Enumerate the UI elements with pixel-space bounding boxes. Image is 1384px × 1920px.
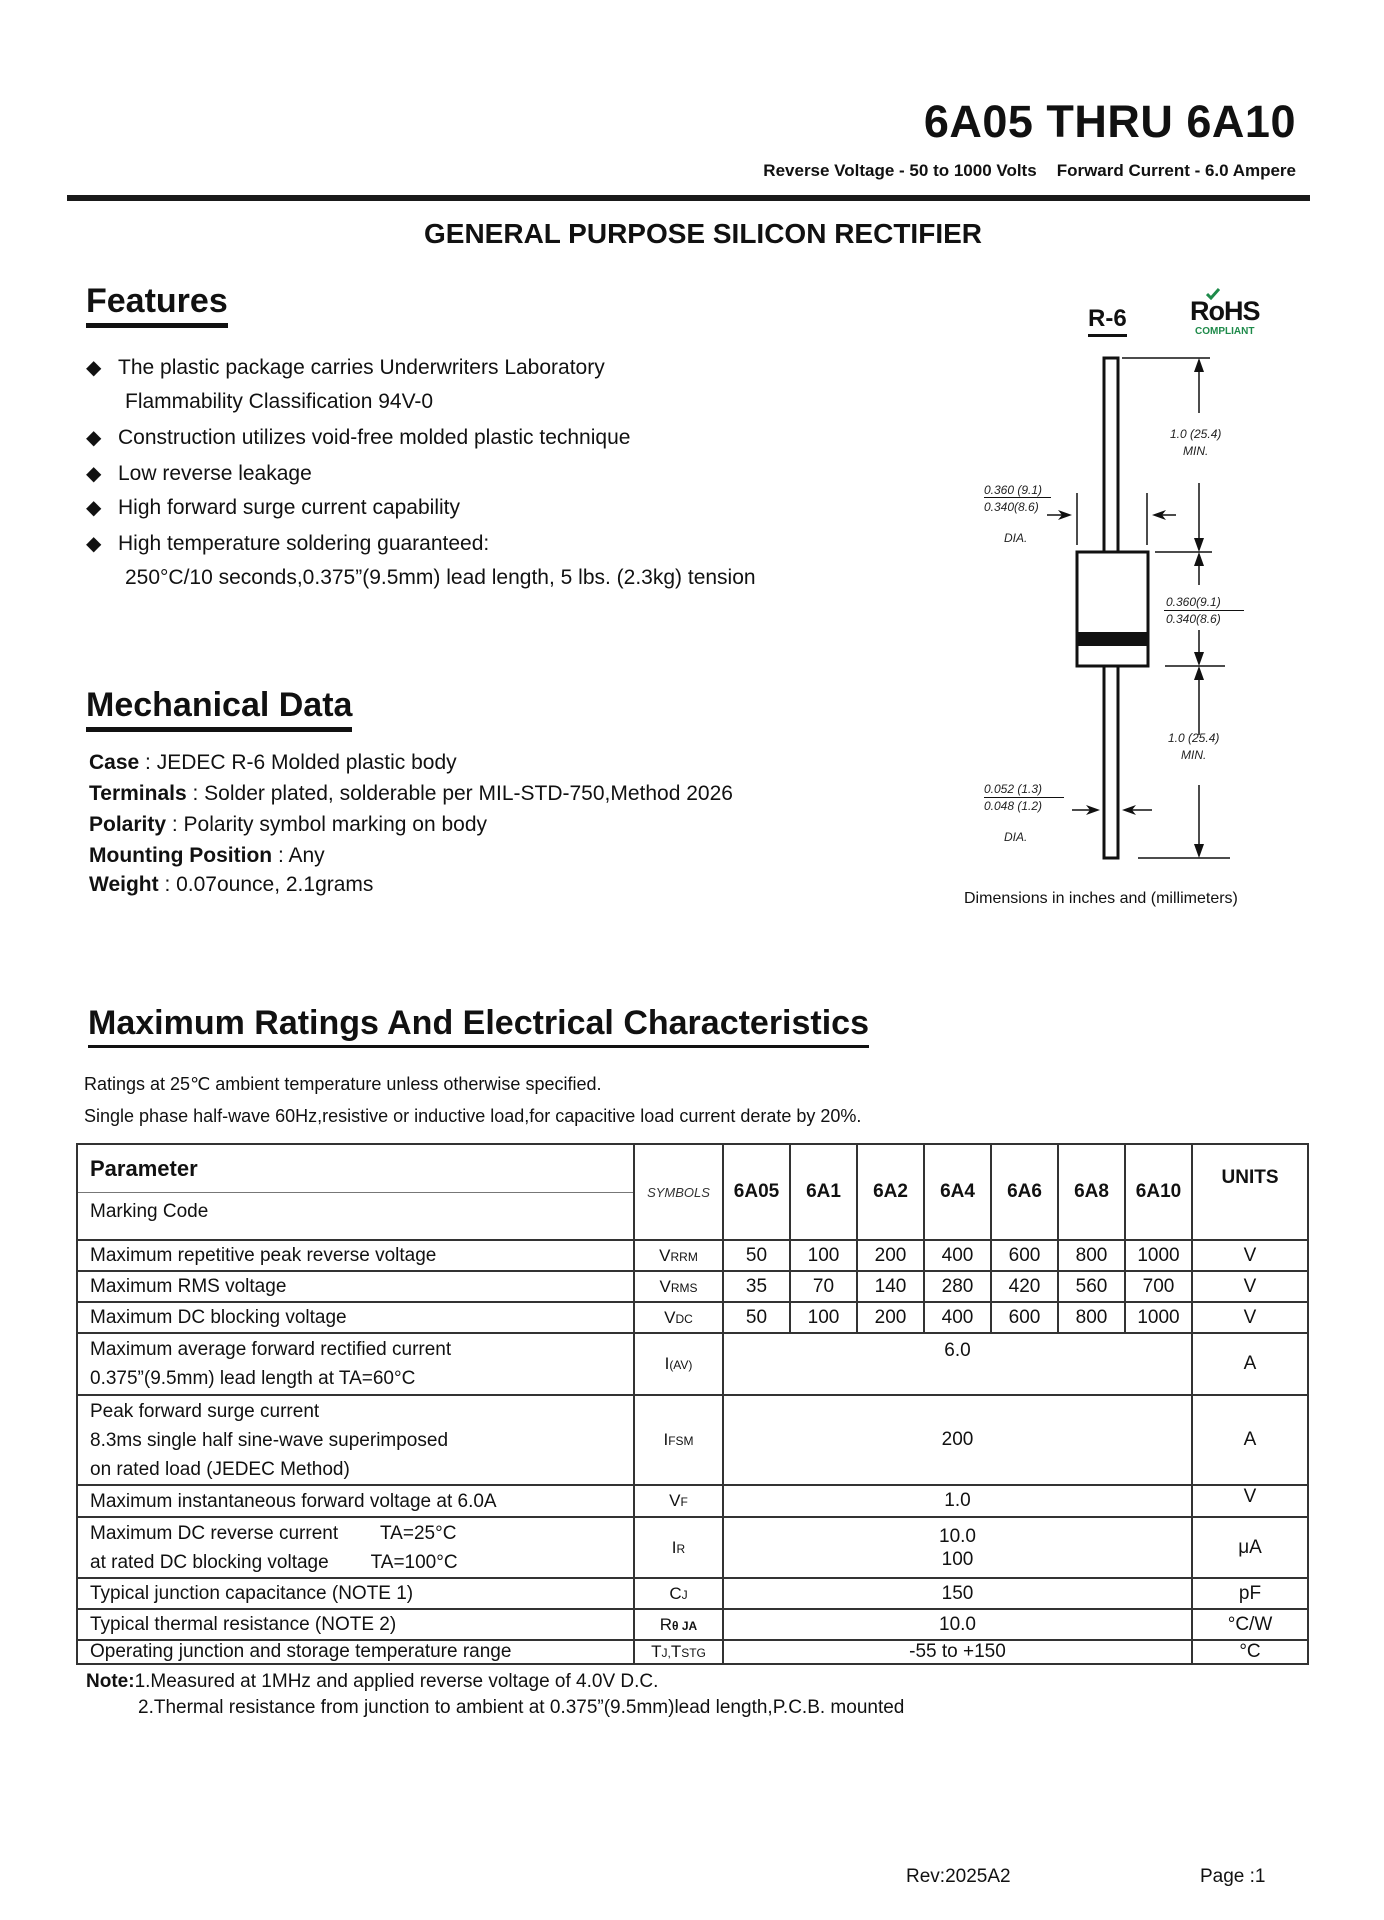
field-value: : 0.07ounce, 2.1grams — [158, 873, 374, 896]
symbol-cell — [634, 1333, 723, 1395]
value-cell: 1.0 — [723, 1485, 1192, 1517]
table-row — [77, 1517, 1308, 1578]
max-ratings-heading-text: Maximum Ratings And Electrical Characteristics — [88, 1004, 870, 1042]
feature-item — [86, 495, 460, 520]
dimension-qualifier: MIN. — [1183, 444, 1209, 458]
package-name-underline — [1088, 334, 1127, 337]
field-label: Terminals — [89, 782, 187, 805]
dimension-value: 1.0 (25.4) — [1168, 731, 1220, 745]
field-label: Mounting Position — [89, 844, 273, 867]
symbol-main: V — [664, 1307, 676, 1327]
unit-cell: °C/W — [1192, 1609, 1308, 1640]
parameter-cell: Maximum RMS voltage — [77, 1271, 634, 1302]
table-row — [77, 1485, 1308, 1517]
table-row — [77, 1302, 1308, 1333]
value-cell: 1000 — [1125, 1302, 1192, 1333]
value-cell: 420 — [991, 1271, 1058, 1302]
symbol-subscript: STG — [681, 1646, 706, 1660]
feature-text: The plastic package carries Underwriters Laboratory — [118, 356, 605, 379]
parameter-cell: Maximum instantaneous forward voltage at 6.0A — [77, 1485, 634, 1517]
dimension-min: 0.048 (1.2) — [984, 799, 1043, 813]
mechanical-terminals — [89, 782, 733, 806]
value-cell: 10.0 — [723, 1609, 1192, 1640]
value-cell: 800 — [1058, 1302, 1125, 1333]
rohs-label: RoHS — [1190, 296, 1260, 326]
symbol-cell — [634, 1578, 723, 1609]
dimensions-caption: Dimensions in inches and (millimeters) — [964, 890, 1238, 907]
mechanical-case — [89, 751, 457, 775]
table-row — [77, 1640, 1308, 1664]
value-cell: 6.0 — [723, 1333, 1192, 1395]
symbol-subscript: RRM — [670, 1249, 698, 1264]
symbol-subscript: J — [681, 1587, 688, 1602]
symbol-main: I — [664, 1354, 670, 1373]
mechanical-data-heading-underline — [86, 727, 352, 732]
value-cell: 1000 — [1125, 1240, 1192, 1271]
model-header: 6A10 — [1125, 1144, 1192, 1240]
revision-label: Rev:2025A2 — [906, 1866, 1011, 1887]
parameter-line: Maximum DC reverse current TA=25°C — [90, 1522, 457, 1544]
parameter-line: 8.3ms single half sine-wave superimposed — [90, 1429, 449, 1451]
field-value: : Solder plated, solderable per MIL-STD-750,Method 2026 — [186, 782, 733, 805]
mechanical-data-heading — [86, 686, 352, 732]
mechanical-weight — [89, 873, 373, 897]
mechanical-data-heading-text: Mechanical Data — [86, 686, 353, 724]
value-at-100c: 100 — [941, 1548, 974, 1570]
package-name-text: R-6 — [1088, 305, 1127, 332]
mechanical-polarity — [89, 813, 487, 837]
feature-item — [86, 461, 312, 486]
value-cell: 35 — [723, 1271, 790, 1302]
symbol-cell — [634, 1395, 723, 1485]
symbol-subscript: J, — [661, 1646, 671, 1660]
model-header: 6A6 — [991, 1144, 1058, 1240]
value-cell — [723, 1517, 1192, 1578]
feature-text: High forward surge current capability — [118, 496, 460, 519]
rohs-text — [1190, 298, 1260, 325]
model-header: 6A2 — [857, 1144, 924, 1240]
parameter-cell — [77, 1517, 634, 1578]
value-cell: 50 — [723, 1302, 790, 1333]
value-cell: 100 — [790, 1240, 857, 1271]
symbol-main: V — [659, 1245, 671, 1265]
feature-text: High temperature soldering guaranteed: — [118, 532, 490, 555]
feature-text: Construction utilizes void-free molded plastic technique — [118, 426, 631, 449]
symbol-main: I — [671, 1537, 677, 1557]
dimension-max: 0.360(9.1) — [1166, 595, 1221, 609]
electrical-characteristics-table — [76, 1143, 1309, 1665]
value-at-25c: 10.0 — [939, 1525, 976, 1547]
model-header: 6A4 — [924, 1144, 991, 1240]
symbol-cell — [634, 1240, 723, 1271]
value-cell: 140 — [857, 1271, 924, 1302]
table-row — [77, 1609, 1308, 1640]
symbol-main: T — [670, 1642, 682, 1661]
model-header: 6A05 — [723, 1144, 790, 1240]
parameter-cell: Typical junction capacitance (NOTE 1) — [77, 1578, 634, 1609]
body-diameter-dimension — [984, 482, 1042, 547]
symbol-main: I — [663, 1430, 669, 1449]
parameter-cell — [77, 1333, 634, 1395]
marking-code-label: Marking Code — [77, 1192, 634, 1240]
unit-cell: A — [1192, 1395, 1308, 1485]
unit-cell: V — [1192, 1240, 1308, 1271]
value-cell: 200 — [857, 1302, 924, 1333]
header-divider — [67, 195, 1310, 201]
features-heading-text: Features — [86, 282, 228, 320]
symbol-subscript: θ JA — [672, 1618, 698, 1633]
symbols-header: SYMBOLS — [634, 1144, 723, 1240]
symbol-main: T — [651, 1642, 662, 1661]
table-row — [77, 1578, 1308, 1609]
parameter-line: Peak forward surge current — [90, 1400, 320, 1422]
unit-cell: A — [1192, 1333, 1308, 1395]
forward-current-summary: Forward Current - 6.0 Ampere — [1056, 161, 1296, 180]
field-value: : Polarity symbol marking on body — [166, 813, 487, 836]
table-row — [77, 1395, 1308, 1485]
dimension-min: 0.340(8.6) — [1166, 612, 1221, 626]
symbol-main: V — [659, 1276, 671, 1296]
parameter-cell — [77, 1395, 634, 1485]
parameter-line: Maximum average forward rectified current — [90, 1339, 452, 1360]
value-cell: 200 — [723, 1395, 1192, 1485]
field-label: Weight — [89, 873, 159, 896]
unit-cell: V — [1192, 1485, 1308, 1517]
parameter-line: at rated DC blocking voltage TA=100°C — [90, 1551, 458, 1573]
value-cell: 200 — [857, 1240, 924, 1271]
table-header-row — [77, 1144, 1308, 1192]
value-cell: 400 — [924, 1302, 991, 1333]
symbol-cell — [634, 1640, 723, 1664]
body-length-dimension — [1166, 594, 1221, 628]
symbol-subscript: FSM — [668, 1434, 694, 1448]
value-cell: 280 — [924, 1271, 991, 1302]
feature-item-continuation: Flammability Classification 94V-0 — [125, 390, 434, 413]
field-value: : JEDEC R-6 Molded plastic body — [139, 751, 457, 774]
dimension-qualifier: MIN. — [1181, 748, 1207, 762]
rohs-compliant-text: COMPLIANT — [1195, 326, 1255, 337]
unit-cell: pF — [1192, 1578, 1308, 1609]
symbol-main: C — [669, 1583, 682, 1603]
symbol-cell — [634, 1485, 723, 1517]
dimension-value: 1.0 (25.4) — [1170, 427, 1222, 441]
symbol-subscript: RMS — [670, 1280, 698, 1295]
dimension-min: 0.340(8.6) — [984, 500, 1039, 514]
value-cell: 70 — [790, 1271, 857, 1302]
dimension-qualifier: DIA. — [1004, 531, 1028, 545]
feature-item — [86, 355, 605, 380]
field-value: : Any — [272, 844, 325, 867]
symbol-cell — [634, 1517, 723, 1578]
max-ratings-heading — [88, 1004, 869, 1048]
notes-label: Note: — [86, 1671, 135, 1692]
ratings-intro-load: Single phase half-wave 60Hz,resistive or inductive load,for capacitive load current derate by 20%. — [84, 1106, 862, 1126]
value-cell: 400 — [924, 1240, 991, 1271]
unit-cell: μA — [1192, 1517, 1308, 1578]
value-cell: 600 — [991, 1240, 1058, 1271]
feature-text: Low reverse leakage — [118, 462, 312, 485]
max-ratings-heading-underline — [88, 1045, 869, 1048]
symbol-subscript: R — [676, 1541, 686, 1556]
note-2: 2.Thermal resistance from junction to ambient at 0.375”(9.5mm)lead length,P.C.B. mounted — [138, 1697, 905, 1718]
parameter-header: Parameter — [77, 1144, 634, 1192]
value-cell: 800 — [1058, 1240, 1125, 1271]
symbol-subscript: (AV) — [669, 1358, 693, 1372]
parameter-line: 0.375”(9.5mm) lead length at TA=60°C — [90, 1368, 416, 1389]
reverse-voltage-summary: Reverse Voltage - 50 to 1000 Volts — [763, 161, 1037, 180]
lead-diameter-dimension — [984, 781, 1042, 846]
feature-item-continuation: 250°C/10 seconds,0.375”(9.5mm) lead length, 5 lbs. (2.3kg) tension — [125, 566, 756, 589]
page-number: Page :1 — [1200, 1866, 1266, 1887]
units-header: UNITS — [1192, 1144, 1308, 1240]
diamond-bullet-icon: ◆ — [86, 497, 102, 519]
symbol-subscript: F — [680, 1495, 688, 1509]
checkmark-icon — [1206, 288, 1220, 300]
unit-cell: V — [1192, 1302, 1308, 1333]
unit-cell: °C — [1192, 1640, 1308, 1664]
symbol-subscript: DC — [675, 1311, 693, 1326]
parameter-cell: Typical thermal resistance (NOTE 2) — [77, 1609, 634, 1640]
dimension-max: 0.360 (9.1) — [984, 483, 1043, 497]
symbol-main: V — [669, 1491, 681, 1510]
symbol-cell — [634, 1271, 723, 1302]
table-row — [77, 1333, 1308, 1395]
feature-item — [86, 425, 630, 450]
symbol-main: R — [659, 1614, 673, 1634]
rohs-compliant-logo — [1190, 298, 1260, 337]
diamond-bullet-icon: ◆ — [86, 533, 102, 555]
value-cell: 100 — [790, 1302, 857, 1333]
field-label: Case — [89, 751, 140, 774]
diamond-bullet-icon: ◆ — [86, 357, 102, 379]
mechanical-mounting-position — [89, 844, 325, 868]
parameter-cell: Operating junction and storage temperature range — [77, 1640, 634, 1664]
product-title: GENERAL PURPOSE SILICON RECTIFIER — [424, 218, 982, 249]
dimension-max: 0.052 (1.3) — [984, 782, 1043, 796]
ratings-summary — [763, 161, 1296, 181]
parameter-cell: Maximum repetitive peak reverse voltage — [77, 1240, 634, 1271]
symbol-cell — [634, 1609, 723, 1640]
diamond-bullet-icon: ◆ — [86, 427, 102, 449]
value-cell: -55 to +150 — [723, 1640, 1192, 1664]
symbol-cell — [634, 1302, 723, 1333]
table-row — [77, 1271, 1308, 1302]
table-row — [77, 1240, 1308, 1271]
note-1 — [86, 1669, 904, 1695]
model-header: 6A8 — [1058, 1144, 1125, 1240]
top-lead-length-dimension — [1170, 426, 1221, 460]
package-name — [1088, 305, 1127, 337]
diamond-bullet-icon: ◆ — [86, 463, 102, 485]
value-cell: 150 — [723, 1578, 1192, 1609]
value-cell: 600 — [991, 1302, 1058, 1333]
value-cell: 50 — [723, 1240, 790, 1271]
feature-item — [86, 531, 489, 556]
field-label: Polarity — [89, 813, 167, 836]
ratings-intro-temperature: Ratings at 25℃ ambient temperature unless otherwise specified. — [84, 1074, 602, 1094]
features-heading-underline — [86, 323, 228, 328]
value-cell: 560 — [1058, 1271, 1125, 1302]
dimension-qualifier: DIA. — [1004, 830, 1028, 844]
part-range-title: 6A05 THRU 6A10 — [923, 96, 1296, 147]
parameter-cell: Maximum DC blocking voltage — [77, 1302, 634, 1333]
value-cell: 700 — [1125, 1271, 1192, 1302]
unit-cell: V — [1192, 1271, 1308, 1302]
parameter-line: on rated load (JEDEC Method) — [90, 1458, 350, 1480]
features-heading — [86, 282, 228, 328]
note-text: 1.Measured at 1MHz and applied reverse voltage of 4.0V D.C. — [134, 1671, 659, 1692]
bottom-lead-length-dimension — [1168, 730, 1219, 764]
notes-block — [86, 1669, 904, 1721]
model-header: 6A1 — [790, 1144, 857, 1240]
